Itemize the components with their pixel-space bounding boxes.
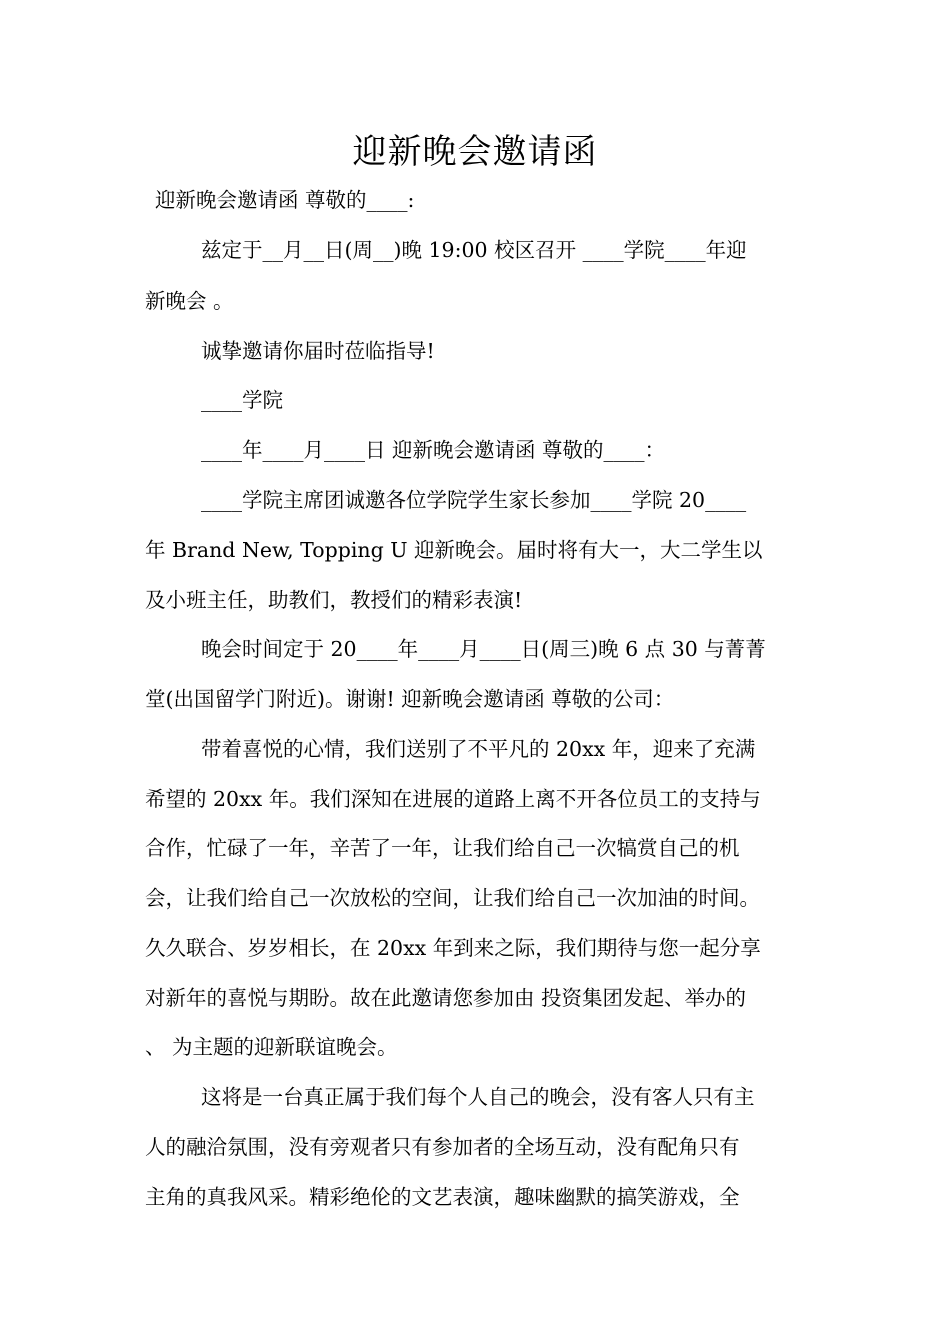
text-line: 对新年的喜悦与期盼。故在此邀请您参加由 投资集团发起、举办的 bbox=[145, 986, 747, 1010]
text-line: 晚会时间定于 20____年____月____日(周三)晚 6 点 30 与菁菁 bbox=[201, 637, 766, 661]
text-line: 人的融洽氛围，没有旁观者只有参加者的全场互动，没有配角只有 bbox=[145, 1135, 740, 1159]
text-line: ____学院主席团诚邀各位学院学生家长参加____学院 20____ bbox=[201, 488, 747, 512]
text-line: 兹定于__月__日(周__)晚 19:00 校区召开 ____学院____年迎 bbox=[201, 238, 747, 262]
text-line: 会，让我们给自己一次放松的空间，让我们给自己一次加油的时间。 bbox=[145, 886, 760, 910]
document-title: 迎新晚会邀请函 bbox=[352, 132, 598, 172]
text-line: 主角的真我风采。精彩绝伦的文艺表演，趣味幽默的搞笑游戏，全 bbox=[145, 1185, 740, 1209]
text-line: ____学院 bbox=[201, 388, 283, 412]
text-line: 新晚会 。 bbox=[145, 289, 234, 313]
text-line: 、 为主题的迎新联谊晚会。 bbox=[145, 1035, 398, 1059]
text-line: 合作，忙碌了一年，辛苦了一年，让我们给自己一次犒赏自己的机 bbox=[145, 836, 740, 860]
text-line: 及小班主任，助教们，教授们的精彩表演! bbox=[145, 588, 523, 612]
text-line: 迎新晚会邀请函 尊敬的____: bbox=[155, 188, 415, 212]
text-line: 诚挚邀请你届时莅临指导! bbox=[201, 339, 435, 363]
text-line: 年 Brand New, Topping U 迎新晚会。届时将有大一，大二学生以 bbox=[145, 538, 763, 562]
text-line: 堂(出国留学门附近)。谢谢! 迎新晚会邀请函 尊敬的公司： bbox=[145, 687, 675, 711]
text-line: 久久联合、岁岁相长，在 20xx 年到来之际，我们期待与您一起分享 bbox=[145, 936, 761, 960]
text-line: 带着喜悦的心情，我们送别了不平凡的 20xx 年，迎来了充满 bbox=[201, 737, 756, 761]
text-line: 这将是一台真正属于我们每个人自己的晚会，没有客人只有主 bbox=[201, 1085, 755, 1109]
text-line: ____年____月____日 迎新晚会邀请函 尊敬的____： bbox=[201, 438, 666, 462]
text-line: 希望的 20xx 年。我们深知在进展的道路上离不开各位员工的支持与 bbox=[145, 787, 761, 811]
